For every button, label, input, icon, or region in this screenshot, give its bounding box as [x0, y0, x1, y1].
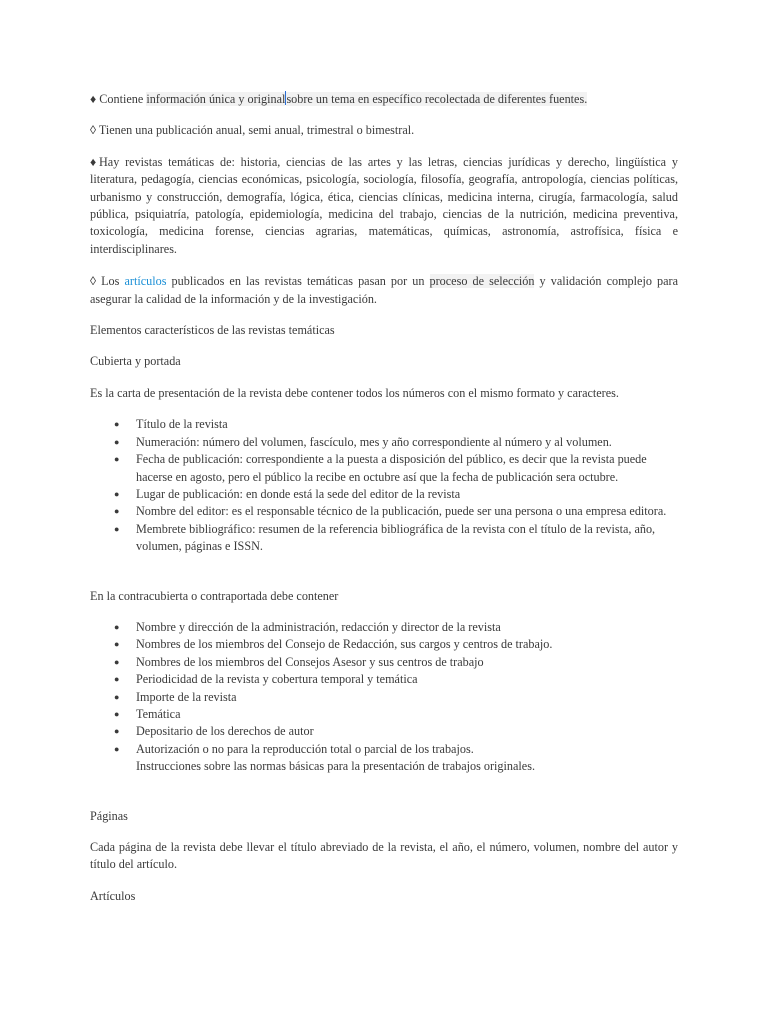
bullet-icon: ●	[114, 708, 120, 719]
list-item	[90, 521, 678, 556]
bullet-icon: ●	[114, 488, 120, 499]
list-item-text: Autorización o no para la reproducción total o parcial de los trabajos.	[136, 741, 474, 756]
articles-link[interactable]: artículos	[124, 274, 167, 289]
intro-p1-prefix: ♦ Contiene	[90, 92, 147, 106]
bullet-icon: ●	[114, 691, 120, 702]
list-item	[90, 416, 678, 433]
list-item-text: Nombres de los miembros del Consejos Asesor y sus centros de trabajo	[136, 654, 484, 669]
list-item	[90, 619, 678, 636]
list-item-text: Nombre y dirección de la administración, redacción y director de la revista	[136, 619, 501, 634]
list-item	[90, 503, 678, 520]
list-item	[90, 434, 678, 451]
list-item-text: Lugar de publicación: en donde está la sede del editor de la revista	[136, 486, 461, 501]
bullet-icon: ●	[114, 454, 120, 465]
bullet-icon: ●	[114, 726, 120, 737]
list-item	[90, 451, 678, 486]
bullet-icon: ●	[114, 656, 120, 667]
list-item-text: Numeración: número del volumen, fascículo, mes y año correspondiente al número y al volumen.	[136, 434, 612, 449]
intro-paragraph-1	[90, 91, 678, 108]
intro-p4-middle: publicados en las revistas temáticas pasan por un	[166, 274, 430, 289]
list-item-text: Importe de la revista	[136, 689, 237, 704]
bullet-icon: ●	[114, 674, 120, 685]
pages-description: Cada página de la revista debe llevar el título abreviado de la revista, el año, el número, volumen, nombre del autor y título del artículo.	[90, 840, 678, 872]
list-item-text: Membrete bibliográfico: resumen de la referencia bibliográfica de la revista con el título de la revista, año, volumen, páginas e ISSN.	[136, 521, 656, 554]
bullet-icon: ●	[114, 523, 120, 534]
back-cover-extra-line: Instrucciones sobre las normas básicas para la presentación de trabajos originales.	[136, 759, 535, 774]
bullet-icon: ●	[114, 436, 120, 447]
section-heading: Elementos característicos de las revistas temáticas	[90, 323, 335, 338]
intro-paragraph-4	[90, 273, 678, 308]
list-item-text: Nombres de los miembros del Consejo de Redacción, sus cargos y centros de trabajo.	[136, 637, 553, 652]
intro-p4-prefix: ◊ Los	[90, 274, 125, 289]
intro-p1-suffix: sobre un tema en específico recolectada de diferentes fuentes.	[286, 92, 588, 106]
list-item	[90, 636, 678, 653]
intro-p1-highlight: información única y original	[146, 92, 286, 106]
intro-p4-suffix: y validación complejo para asegurar la calidad de la información y de la investigación.	[90, 274, 678, 306]
intro-paragraph-3: ♦Hay revistas temáticas de: historia, ciencias de las artes y las letras, ciencias jurídicas y derecho, lingüística y literatura, pedagogía, ciencias económicas, psicología, sociología, filosofía, geografía, antropología, ciencias políticas, urbanismo y construcción, demografía, lógica, ética, ciencias clínicas, medicina interna, cirugía, farmacología, salud pública, psiquiatría, patología, epidemiología, medicina del trabajo, ciencias de la nutrición, medicina preventiva, toxicología, medicina forense, ciencias agrarias, matemáticas, químicas, astronomía, astrofísica, física e interdisciplinares.	[90, 154, 678, 256]
bullet-icon: ●	[114, 419, 120, 430]
cover-description: Es la carta de presentación de la revista debe contener todos los números con el mismo formato y caracteres.	[90, 385, 619, 400]
list-item	[90, 671, 678, 688]
list-item-text: Periodicidad de la revista y cobertura temporal y temática	[136, 672, 418, 687]
list-item	[90, 654, 678, 671]
list-item	[90, 741, 678, 758]
bullet-icon: ●	[114, 621, 120, 632]
cover-list	[90, 416, 678, 555]
back-cover-heading: En la contracubierta o contraportada debe contener	[90, 588, 339, 603]
bullet-icon: ●	[114, 639, 120, 650]
list-item-text: Nombre del editor: es el responsable técnico de la publicación, puede ser una persona o una empresa editora.	[136, 504, 667, 519]
intro-paragraph-2: ◊ Tienen una publicación anual, semi anual, trimestral o bimestral.	[90, 123, 415, 138]
cover-heading: Cubierta y portada	[90, 354, 181, 369]
bullet-icon: ●	[114, 506, 120, 517]
list-item-text: Fecha de publicación: correspondiente a la puesta a disposición del público, es decir que la revista puede hacerse en agosto, pero el público la recibe en octubre así que la fecha de publicación sera octubre.	[136, 452, 647, 484]
articles-heading: Artículos	[90, 888, 136, 903]
list-item	[90, 689, 678, 706]
intro-p4-highlight: proceso de selección	[429, 274, 535, 289]
list-item	[90, 706, 678, 723]
bullet-icon: ●	[114, 743, 120, 754]
document-page	[90, 91, 678, 905]
list-item-text: Temática	[136, 706, 181, 721]
list-item-text: Título de la revista	[136, 417, 228, 432]
list-item	[90, 486, 678, 503]
list-item-text: Depositario de los derechos de autor	[136, 724, 314, 739]
back-cover-list	[90, 619, 678, 758]
pages-heading: Páginas	[90, 808, 128, 823]
list-item	[90, 723, 678, 740]
